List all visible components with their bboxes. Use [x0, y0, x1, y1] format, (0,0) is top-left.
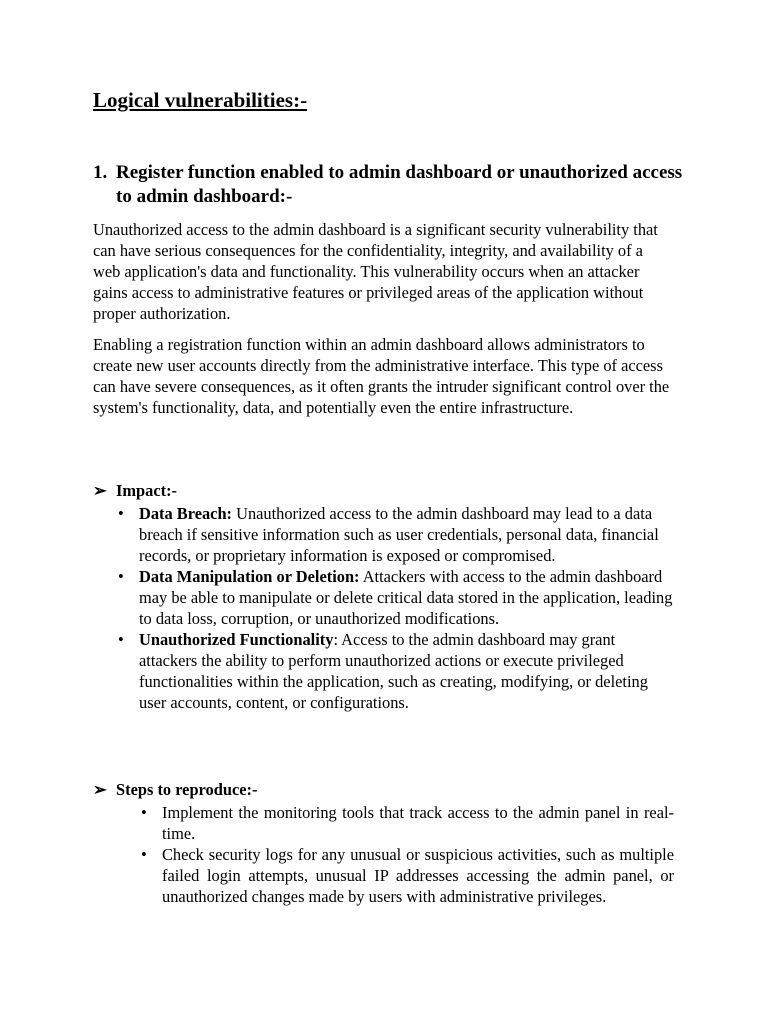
section-number: 1. — [93, 162, 108, 183]
impact-list — [116, 503, 673, 713]
impact-item-text: Attackers with access to the admin dashboard may be able to manipulate or delete critical data stored in the application, leading to data loss, corruption, or unauthorized modifications. — [139, 567, 673, 628]
bullet-icon: • — [141, 803, 147, 822]
impact-item-label: Data Manipulation or Deletion: — [139, 567, 360, 586]
steps-heading-text: Steps to reproduce:- — [116, 780, 258, 799]
steps-list — [139, 802, 674, 907]
paragraph-2: Enabling a registration function within an admin dashboard allows administrators to create new user accounts directly from the administrative interface. This type of access can have severe consequences, as it often grants the intruder significant control over the system's functionality, data, and potentially even the entire infrastructure. — [93, 335, 670, 417]
impact-item-label: Unauthorized Functionality — [139, 630, 334, 649]
impact-heading — [93, 480, 177, 501]
bullet-icon: • — [118, 567, 124, 586]
impact-item-text: Unauthorized access to the admin dashboard may lead to a data breach if sensitive information such as user credentials, personal data, financial records, or proprietary information is exposed or compromised. — [139, 504, 659, 565]
list-item — [116, 503, 673, 566]
bullet-icon: • — [118, 630, 124, 649]
impact-item-label: Data Breach: — [139, 504, 233, 523]
list-item — [116, 629, 673, 713]
bullet-icon: • — [118, 504, 124, 523]
document-title: Logical vulnerabilities:- — [93, 88, 308, 112]
arrowhead-icon: ➢ — [93, 780, 107, 799]
list-item — [139, 844, 674, 907]
step-text: Check security logs for any unusual or suspicious activities, such as multiple failed login attempts, unusual IP addresses accessing the admin panel, or unauthorized changes made by users with administrative privileges. — [162, 845, 674, 906]
section-heading — [93, 161, 683, 209]
impact-heading-text: Impact:- — [116, 481, 177, 500]
list-item — [139, 802, 674, 844]
section-heading-text: Register function enabled to admin dashboard or unauthorized access to admin dashboard:- — [116, 162, 683, 207]
impact-item-text: : Access to the admin dashboard may grant attackers the ability to perform unauthorized actions or execute privileged functionalities within the application, such as creating, modifying, or deleting user accounts, content, or configurations. — [139, 630, 648, 712]
arrowhead-icon: ➢ — [93, 481, 107, 500]
steps-heading — [93, 779, 257, 800]
paragraph-1: Unauthorized access to the admin dashboard is a significant security vulnerability that can have serious consequences for the confidentiality, integrity, and availability of a web application's data and functionality. This vulnerability occurs when an attacker gains access to administrative features or privileged areas of the application without proper authorization. — [93, 220, 658, 323]
list-item — [116, 566, 673, 629]
step-text: Implement the monitoring tools that track access to the admin panel in real-time. — [162, 803, 674, 843]
bullet-icon: • — [141, 845, 147, 864]
